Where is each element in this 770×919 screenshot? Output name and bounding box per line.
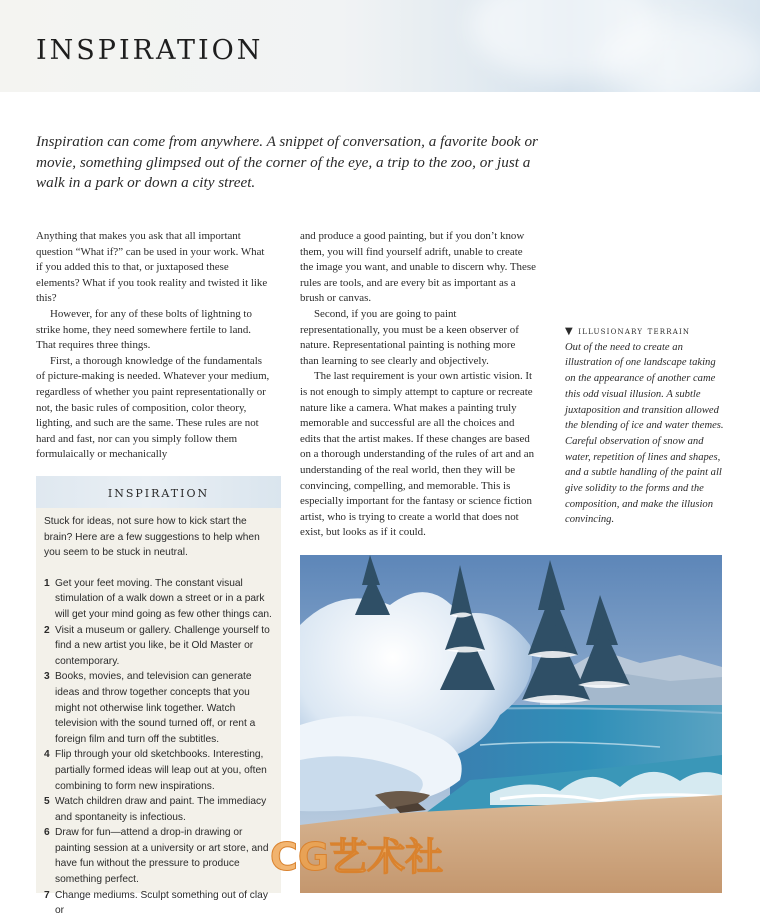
tip-number: 2: [44, 624, 50, 636]
body-paragraph: Anything that makes you ask that all important question “What if?” can be used in your work. What if you added this to that, or juxtaposed these elements? What if you took reality and twisted it like this?: [36, 230, 268, 305]
tip-text: Visit a museum or gallery. Challenge yourself to find a new artist you like, be it Old Master or contemporary.: [55, 624, 270, 667]
caption-heading: [565, 324, 725, 340]
tips-list: [44, 576, 273, 919]
tip-number: 6: [44, 827, 50, 839]
caption-body: Out of the need to create an illustration of one landscape taking on the appearance of another came this odd visual illusion. A subtle juxtaposition and transition allowed the blending of ice and water themes. Careful observation of snow and water, repetition of lines and shapes, and a subtle handling of the paint all give solidity to the forms and the composition, and make the illusion convincing.: [565, 341, 724, 526]
intro-paragraph: Inspiration can come from anywhere. A snippet of conversation, a favorite book or movie, something glimpsed out of the corner of the eye, a trip to the zoo, or just a walk in a park or down a city street.: [36, 133, 538, 191]
tip-item: [44, 825, 273, 887]
tip-text: Draw for fun—attend a drop-in drawing or painting session at a university or art store, and have fun without the pressure to produce something perfect.: [55, 827, 269, 886]
header-cloud: [600, 20, 770, 100]
triangle-down-icon: ▼: [565, 326, 574, 337]
tip-number: 5: [44, 796, 50, 808]
tip-item: [44, 747, 273, 794]
sidebar-lead: Stuck for ideas, not sure how to kick start the brain? Here are a few suggestions to help when you seem to be stuck in neutral.: [44, 516, 260, 559]
tip-item: [44, 623, 273, 670]
tip-item: [44, 669, 273, 747]
body-column-2: [300, 229, 536, 541]
tip-text: Get your feet moving. The constant visual stimulation of a walk down a street or in a park will get your mind going as few other things can.: [55, 577, 272, 620]
watermark-text: CG艺术社: [270, 835, 444, 879]
body-paragraph: First, a thorough knowledge of the fundamentals of picture-making is needed. Whatever your medium, regardless of whether you paint representationally or not, the basic rules of composition, color theory, lighting, and such are the same. These rules are not hard and fast, nor can you simply follow them formulaically or mechanically: [36, 354, 270, 461]
body-paragraph: The last requirement is your own artistic vision. It is not enough to simply attempt to capture or recreate nature like a camera. What makes a painting truly memorable and successful are all the choices and edits that the artist makes. If these changes are based on a thorough understanding of the rules of art and an understanding of the real world, then they will be convincing, compelling, and memorable. This is especially important for the fantasy or science fiction artist, who is trying to create a world that does not exist, but looks as if it could.: [300, 370, 535, 539]
body-paragraph: However, for any of these bolts of lightning to strike home, they need somewhere fertile to land. That requires three things.: [36, 307, 252, 352]
tip-text: Flip through your old sketchbooks. Interesting, partially formed ideas will leap out at you, often combining to form new inspirations.: [55, 749, 267, 792]
tip-number: 1: [44, 577, 50, 589]
body-paragraph: and produce a good painting, but if you don’t know them, you will find yourself adrift, unable to create the image you want, and unable to discern why. These rules are tools, and are every bit as important as a brush or canvas.: [300, 230, 536, 305]
sidebar-header: [36, 476, 281, 508]
tip-text: Books, movies, and television can generate ideas and throw together concepts that you might not otherwise link together. Watch television with the sound turned off, or rent a foreign film and turn off the subtitles.: [55, 671, 256, 745]
body-column-1: [36, 229, 272, 463]
tip-item: [44, 794, 273, 825]
caption-title: illusionary terrain: [578, 326, 691, 337]
page-title: inspiration: [36, 24, 264, 68]
tip-number: 7: [44, 889, 50, 901]
watermark: [262, 832, 502, 878]
tip-item: [44, 576, 273, 623]
tip-number: 3: [44, 671, 50, 683]
sidebar-body: [36, 508, 281, 919]
tip-text: Watch children draw and paint. The immediacy and spontaneity is infectious.: [55, 796, 267, 823]
tip-item: [44, 888, 273, 919]
image-caption: [565, 324, 725, 528]
sidebar-title: inspiration: [107, 483, 210, 501]
tip-text: Change mediums. Sculpt something out of clay or: [55, 889, 268, 917]
inspiration-sidebar: [36, 476, 281, 917]
body-paragraph: Second, if you are going to paint representationally, you must be a keen observer of nature. Representational painting is nothing more than learning to see clearly and objectively.: [300, 307, 519, 367]
tip-number: 4: [44, 749, 50, 761]
